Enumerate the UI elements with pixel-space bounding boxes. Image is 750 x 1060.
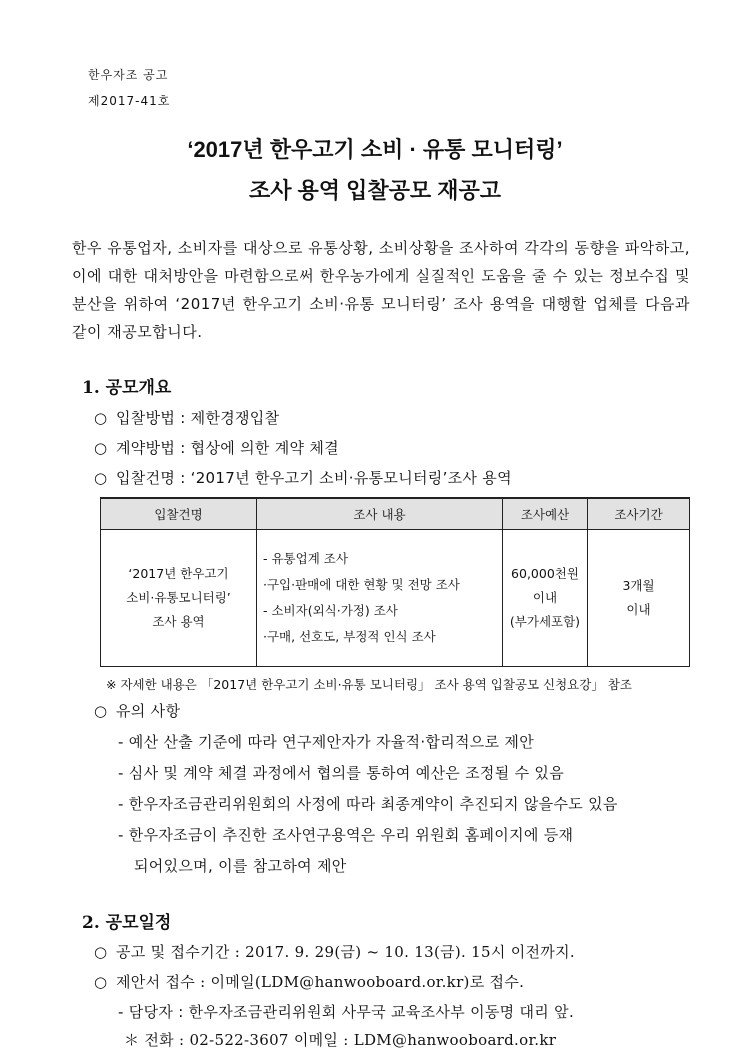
caution-item: - 예산 산출 기준에 따라 연구제안자가 자율적·합리적으로 제안	[118, 733, 535, 751]
bullet-circle: ○	[94, 439, 108, 457]
page-title-line2: 조사 용역 입찰공모 재공고	[248, 178, 502, 203]
bullet-circle: ○	[94, 973, 108, 991]
bullet-circle: ○	[94, 702, 108, 720]
overview-item-method: ○ 입찰방법 : 제한경쟁입찰	[94, 409, 280, 427]
table-cell-name: ‘2017년 한우고기 소비·유통모니터링’ 조사 용역	[101, 530, 257, 667]
bullet-circle: ○	[94, 943, 108, 961]
caution-item-continued: 되어있으며, 이를 참고하여 제안	[134, 857, 347, 875]
table-row	[101, 530, 690, 667]
contact-phone-email: ＊ 전화 : 02-522-3607 이메일 : LDM@hanwooboard.or.kr	[124, 1031, 557, 1049]
section2-heading: 2. 공모일정	[82, 913, 172, 933]
table-header-cell: 입찰건명	[101, 498, 257, 530]
caution-item: - 한우자조금관리위원회의 사정에 따라 최종계약이 추진되지 않을수도 있음	[118, 795, 618, 813]
table-header-cell: 조사 내용	[257, 498, 503, 530]
table-cell-period: 3개월 이내	[588, 530, 690, 667]
table-cell-budget: 60,000천원 이내 (부가세포함)	[503, 530, 588, 667]
page-title-line1: ‘2017년 한우고기 소비 · 유통 모니터링’	[187, 137, 563, 162]
table-header-cell: 조사기간	[588, 498, 690, 530]
overview-item-title: ○ 입찰건명 : ‘2017년 한우고기 소비·유통모니터링’조사 용역	[94, 469, 512, 487]
caution-heading: ○ 유의 사항	[94, 702, 181, 720]
intro-paragraph: 한우 유통업자, 소비자를 대상으로 유통상황, 소비상황을 조사하여 각각의 동향을 파악하고, 이에 대한 대처방안을 마련함으로써 한우농가에게 실질적인 도움을 줄 수 있는 정보수집 및 분산을 위하여 ‘2017년 한우고기 소비·유통 모니터링’ 조사 용역을 대행할 업체를 다음과 같이 재공모합니다.	[72, 239, 690, 341]
contact-person: - 담당자 : 한우자조금관리위원회 사무국 교육조사부 이동명 대리 앞.	[118, 1003, 575, 1021]
bullet-circle: ○	[94, 409, 108, 427]
section1-heading: 1. 공모개요	[82, 378, 172, 398]
bid-table	[100, 497, 690, 667]
notice-number: 제2017-41호	[88, 94, 171, 108]
table-header-cell: 조사예산	[503, 498, 588, 530]
table-cell-content: - 유통업계 조사 ·구입·판매에 대한 현황 및 전망 조사 - 소비자(외식·가정) 조사 ·구매, 선호도, 부정적 인식 조사	[257, 530, 503, 667]
table-header-row	[101, 498, 690, 530]
caution-item: - 심사 및 계약 체결 과정에서 협의를 통하여 예산은 조정될 수 있음	[118, 764, 565, 782]
bullet-circle: ○	[94, 469, 108, 487]
reference-note: ※ 자세한 내용은 「2017년 한우고기 소비·유통 모니터링」 조사 용역 입찰공모 신청요강」 참조	[106, 677, 632, 692]
caution-item: - 한우자조금이 추진한 조사연구용역은 우리 위원회 홈페이지에 등재	[118, 826, 574, 844]
overview-item-contract: ○ 계약방법 : 협상에 의한 계약 체결	[94, 439, 339, 457]
schedule-item-period: ○ 공고 및 접수기간 : 2017. 9. 29(금) ~ 10. 13(금). 15시 이전까지.	[94, 943, 575, 961]
notice-org: 한우자조 공고	[88, 68, 169, 82]
schedule-item-submission: ○ 제안서 접수 : 이메일(LDM@hanwooboard.or.kr)로 접수.	[94, 973, 525, 991]
